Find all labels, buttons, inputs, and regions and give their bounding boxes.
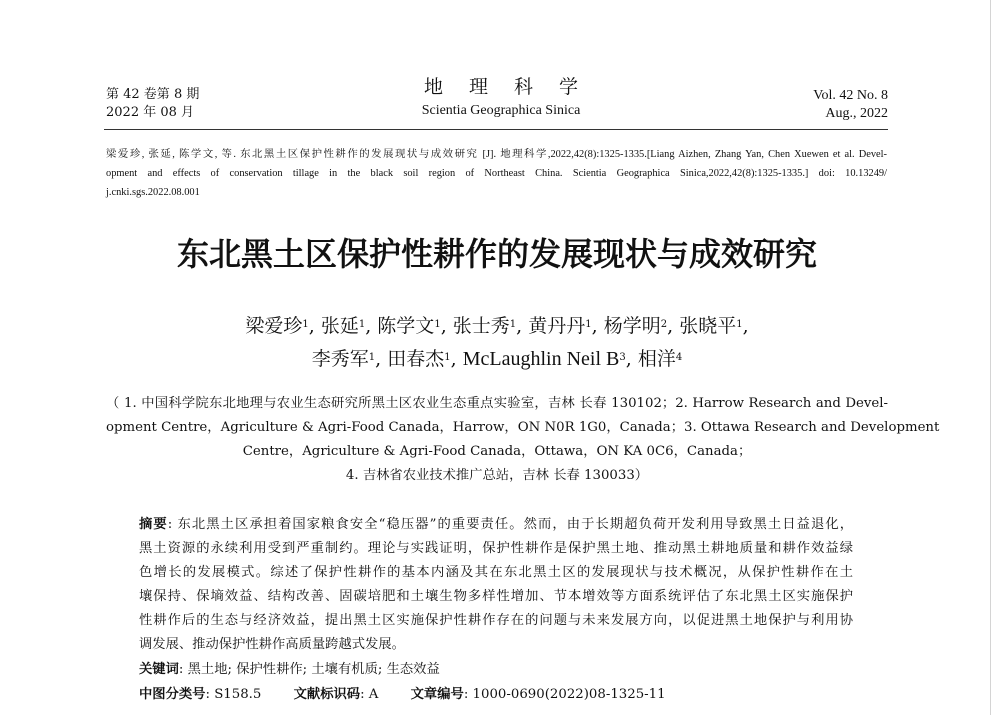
classification-line (139, 683, 666, 707)
author: 张晓平$^1$ (679, 315, 743, 337)
affiliation-mark: 1 (434, 319, 441, 330)
article-number-value: : 1000-0690(2022)08-1325-11 (463, 687, 666, 702)
date-en: Aug., 2022 (825, 106, 888, 121)
affiliation-mark: 1 (585, 319, 592, 330)
journal-name-en: Scientia Geographica Sinica (421, 103, 581, 118)
clc-label: 中图分类号 (139, 687, 206, 702)
header-right (813, 87, 888, 123)
author: McLaughlin Neil $B^3$ (462, 348, 626, 370)
author-line-2: 李秀军$^1$, 田春杰$^1$, McLaughlin Neil $B^3$, 相洋$^4$ (311, 348, 683, 370)
affiliation-mark: 1 (444, 352, 451, 363)
author: 李秀军$^1$ (311, 348, 376, 370)
abstract-line: 黑土资源的永续利用受到严重制约。理论与实践证明，保护性耕作是保护黑土地、推动黑土耕地质量和耕作效益绿 (139, 541, 853, 556)
author: 张士秀$^1$ (452, 315, 517, 337)
affiliation-line: （ 1. 中国科学院东北地理与农业生态研究所黑土区农业生态重点实验室，吉林 长春 130102；2. Harrow Research and Devel- (106, 396, 888, 411)
affiliation-mark: 1 (302, 319, 309, 330)
abstract-line: 壤保持、保墒效益、结构改善、固碳培肥和土壤生物多样性增加、节本增效等方面系统评估了东北黑土区实施保护 (139, 589, 853, 604)
clc-value: : S158.5 (205, 687, 262, 702)
affiliation-line: 4. 吉林省农业技术推广总站，吉林 长春 130033） (345, 468, 649, 483)
journal-name-cn: 地 理 科 学 (423, 76, 589, 98)
author: 黄丹丹$^1$ (528, 315, 592, 337)
affiliation-mark: 3 (619, 352, 626, 363)
header-rule (104, 129, 888, 130)
author: 张延$^1$ (320, 315, 366, 337)
abstract-label: 摘要 (139, 517, 168, 532)
doc-code-value: : A (360, 687, 379, 702)
author: 田春杰$^1$ (387, 348, 451, 370)
author-list (0, 310, 994, 376)
affiliation-mark: 4 (675, 352, 683, 363)
author: 梁爱珍$^1$ (245, 315, 309, 337)
article-number-label: 文章编号 (410, 687, 464, 702)
abstract (139, 513, 853, 657)
affiliation-line: Centre，Agriculture & Agri-Food Canada，Ottawa，ON KA 0C6，Canada； (242, 444, 752, 459)
date-cn: 2022 年 08 月 (106, 105, 195, 120)
affiliation-mark: 1 (368, 352, 376, 363)
affiliation-mark: 2 (660, 319, 668, 330)
author: 相洋$^4$ (637, 348, 683, 370)
doc-code-label: 文献标识码 (293, 687, 361, 702)
citation-line: opment and effects of conservation tillage in the black soil region of Northeast China. Scientia Geographica Sinica,2022,42(8):1325-1335.] doi: 10.13249/ (106, 168, 887, 179)
keywords-text: : 黑土地; 保护性耕作; 土壤有机质; 生态效益 (178, 662, 440, 677)
author-line-1: 梁爱珍$^1$, 张延$^1$, 陈学文$^1$, 张士秀$^1$, 黄丹丹$^1$, 杨学明$^2$, 张晓平$^1$, (245, 315, 749, 337)
author: 陈学文$^1$ (377, 315, 441, 337)
keywords-label: 关键词 (139, 662, 179, 677)
citation (106, 145, 887, 202)
affiliations (106, 392, 940, 488)
affiliation-mark: 1 (509, 319, 517, 330)
keywords (139, 658, 440, 682)
affiliation-line: opment Centre，Agriculture & Agri-Food Canada，Harrow，ON N0R 1G0，Canada；3. Ottawa Research and Development (106, 420, 940, 435)
abstract-line: 性耕作后的生态与经济效益，提出黑土区实施保护性耕作存在的问题与未来发展方向，以促进黑土地保护与利用协 (139, 613, 853, 628)
paper-title: 东北黑土区保护性耕作的发展现状与成效研究 (176, 235, 817, 273)
volume-issue-en: Vol. 42 No. 8 (813, 88, 888, 103)
affiliation-mark: 1 (736, 319, 743, 330)
author: 杨学明$^2$ (603, 315, 668, 337)
abstract-line: 摘要: 东北黑土区承担着国家粮食安全“稳压器”的重要责任。然而，由于长期超负荷开发利用导致黑土日益退化， (139, 517, 853, 532)
citation-line: 梁爱珍, 张延, 陈学文, 等. 东北黑土区保护性耕作的发展现状与成效研究 [J]. 地理科学,2022,42(8):1325-1335.[Liang Aizhen, Zhang Yan, Chen Xuewen et al. Devel- (106, 149, 887, 160)
citation-line: j.cnki.sgs.2022.08.001 (106, 187, 200, 198)
affiliation-mark: 1 (358, 319, 366, 330)
volume-issue-cn: 第 42 卷第 8 期 (106, 87, 200, 102)
abstract-line: 调发展、推动保护性耕作高质量跨越式发展。 (139, 637, 405, 652)
abstract-line: 色增长的发展模式。综述了保护性耕作的基本内涵及其在东北黑土区的发展现状与技术概况，从保护性耕作在土 (139, 565, 853, 580)
